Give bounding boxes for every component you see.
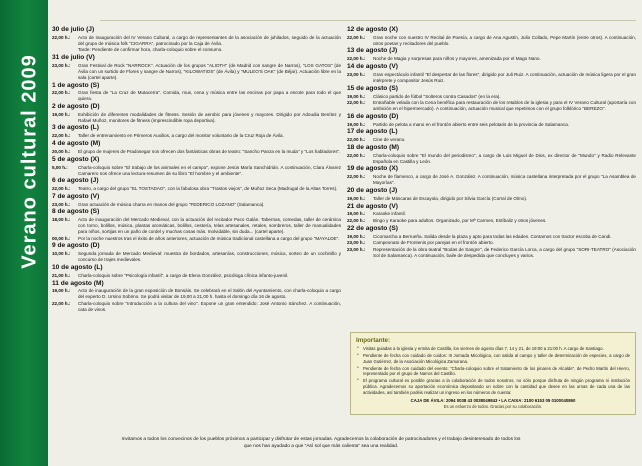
event-row <box>52 63 341 81</box>
event-time: 00,00 h.: <box>52 235 71 241</box>
event-row <box>52 251 341 263</box>
important-title: Importante: <box>356 337 391 344</box>
day-block <box>347 63 636 84</box>
day-date: 2 de agosto (D) <box>52 103 100 110</box>
event-desc: Gran espectáculo infantil "El despertar de las flores", dirigido por Juli Ruiz. A continuación, actuación de música ligera por el gran intérprete y compositor Jesús Ruiz. <box>373 72 636 83</box>
event-time: 23,00 h.: <box>347 72 366 78</box>
event-row <box>52 217 341 235</box>
event-desc: Karaoke infantil. <box>373 211 406 217</box>
event-row <box>347 196 636 202</box>
event-time: 22,00 h.: <box>52 90 71 96</box>
event-desc: Campeonato de Frontenis por parejas en el frontón abierto. <box>373 240 494 246</box>
event-time: 22,00 h.: <box>347 100 366 106</box>
event-row <box>52 165 341 177</box>
event-time: 19,00 h.: <box>347 195 366 201</box>
event-desc: Taller de entrenamiento en Primeros Auxilios, a cargo del monitor voluntario de la Cruz Roja de Ávila. <box>78 133 284 139</box>
day-date: 4 de agosto (M) <box>52 140 101 148</box>
event-row <box>347 122 636 128</box>
event-time: 21,00 h.: <box>52 272 71 278</box>
day-date: 16 de agosto (D) <box>347 112 399 120</box>
day-date: 8 de agosto (S) <box>52 208 100 216</box>
poster-content <box>48 0 642 466</box>
event-time: 22,00 h.: <box>347 137 366 143</box>
event-desc: Noche de flamenco, a cargo de José A. González. A continuación, música castellana interpretada por el grupo "La Asamblea de Mayorías". <box>373 174 636 186</box>
day-date: 14 de agosto (V) <box>347 63 398 71</box>
day-block <box>52 280 341 313</box>
event-desc: Partido de pelota a mano en el frontón abierto entre seis pelotaris de la provincia de Salamanca. <box>373 121 570 127</box>
event-time: 19,00 h.: <box>52 111 71 117</box>
day-block <box>347 203 636 224</box>
day-block <box>347 128 636 143</box>
event-row <box>52 273 341 279</box>
day-date: 11 de agosto (M) <box>52 279 104 287</box>
day-date: 6 de agosto (J) <box>52 177 99 185</box>
event-desc: Charla-coloquio sobre "El trabajo de los animales en el campo", expone Jesús María Sanchidrián. A continuación, Clara Álvarez Camarero nos ofrece una lectura-resumen de su libro "El hombre y el ambiente". <box>78 164 341 176</box>
event-row <box>347 240 636 246</box>
event-desc: Gran actuación de música charra en manos del grupo "FEDERICO LOZANO" (Salamanca). <box>78 201 265 207</box>
event-time: 23,00 h.: <box>52 63 71 69</box>
event-row <box>347 94 636 100</box>
event-desc: Gran noche con nuestro IV Recital de Poesía, a cargo de Ana Agustín, Julio Collado, Pepe Martín (entre otros). A continuación, otros poetas y recitadores del pueblo. <box>373 34 636 46</box>
day-block <box>52 156 341 177</box>
event-row <box>52 47 341 53</box>
event-desc: Cicomarcha a Berrueña. Salida desde la plaza y apto para todas las edades. Contamos con tractor escoba de Candi. <box>373 233 612 239</box>
event-time: 22,00 h.: <box>347 218 366 224</box>
day-date: 10 de agosto (L) <box>52 263 103 271</box>
day-date: 1 de agosto (S) <box>52 81 100 89</box>
event-row <box>52 112 341 124</box>
event-row <box>52 236 341 242</box>
event-time: 22,00 h.: <box>52 133 71 139</box>
event-time: 23,00 h.: <box>347 247 366 253</box>
day-block <box>52 193 341 208</box>
event-time: 19,00 h.: <box>52 288 71 294</box>
event-desc: Exhibición de diferentes modalidades de fitness. Sesión de aerobic para jóvenes y mayores. Dirigido por Adoudia Benítez y Rafael Muñoz, monitores de fitness (imprescindible ropa deportiva). <box>78 111 341 123</box>
event-row <box>52 288 341 300</box>
footer-line-1: Invitamos a todos los convecinos de los pueblos próximos a participar y disfrutar de estas jornadas. Agradecemos la colaboración de patrocinadores y el trabajo desinteresado de todos los <box>121 437 521 443</box>
day-block <box>347 187 636 202</box>
event-row <box>347 72 636 84</box>
day-block <box>52 264 341 279</box>
event-time: 22,00 h.: <box>347 174 366 180</box>
event-time: 22,00 h.: <box>347 152 366 158</box>
day-block <box>52 26 341 53</box>
day-date: 17 de agosto (L) <box>347 128 398 136</box>
event-desc: Taller de Máscaras de Escayola, dirigido por Silvia García (Corral de Olmo). <box>373 195 528 201</box>
day-block <box>347 144 636 165</box>
event-row <box>347 211 636 217</box>
important-box <box>350 332 636 415</box>
event-time: 20,00 h.: <box>52 149 71 155</box>
event-desc: Segunda jornada de Mercado Medieval: muestra de bordados, artesanías, construcciones, música, sorteo de un cochinillo y concurso de trajes medievales. <box>78 251 341 263</box>
event-time: 19,00 h.: <box>347 211 366 217</box>
event-time: 18,00 h.: <box>52 217 71 223</box>
event-desc: Teatro, a cargo del grupo "EL TOSTADAO", con la fabulosa obra "Trastos viejos", de Muñoz Seca (Madrugal de la Altas Torres). <box>78 186 338 192</box>
day-date: 22 de agosto (S) <box>347 224 398 232</box>
event-desc: Representación de la obra teatral "Bodas de Sangre", de Federico García Lorca, a cargo del grupo "SORI-TEATRO" (Asociación Sol de Salamanca). A continuación, baile de despedida que concluyes y varios. <box>373 247 636 258</box>
day-date: 12 de agosto (X) <box>347 26 398 33</box>
day-block <box>52 82 341 103</box>
event-row <box>52 35 341 47</box>
day-block <box>52 177 341 192</box>
day-block <box>347 225 636 259</box>
event-row <box>347 247 636 259</box>
event-time: 19,00 h.: <box>347 93 366 99</box>
important-item: • El programa cultural es posible gracias a la colaboración de todos nosotros, no sólo porque disfruta de ningún programa ni institución pública. Agradecemos su aportación económica depositando un sobre con la cantidad que desee en las urnas de cada una de las actividades, así también podéis realizar un ingreso en los números de cuenta: <box>363 378 630 395</box>
event-row <box>52 90 341 102</box>
event-desc: Acto de inauguración del IV Verano Cultural, a cargo de representantes de la asociación de juhilados, seguido de la actuación del grupo de música folk "CIGARRA", patrocinado por la Caja de Ávila. <box>78 34 341 46</box>
event-desc: Gran Festival de Rock "NARROCK". Actuación de los grupos "ALIOTH" (de Madrid con sangre de Narros), "LOS GATOS" (de Ávila con un surtido de Flores y sangre de Narros), "KILOWATIOS" (de Ávila) y "MULEO'S OAK" (de Béjar). Actuación libre en la sala (cartel aparte). <box>78 63 341 80</box>
event-desc: Charla-coloquio sobre "Psicología infantil", a cargo de Elena González, psicóloga clínica infanto-juvenil. <box>78 272 289 278</box>
event-time: 22,00 h.: <box>347 56 366 62</box>
day-date: 15 de agosto (S) <box>347 84 398 92</box>
important-item: • Visitas guiadas a la iglesia y ermita de Castilla, los viernes de agosto días 7, 14 y 21, de 19:00 a 21:00 h. A cargo de Santiago. <box>363 346 630 352</box>
footer-line-2: que nos han ayudado a que "Así sol que más calienta" sea una realidad. <box>243 443 399 449</box>
event-row <box>52 186 341 192</box>
event-time: 22,00 h.: <box>52 34 71 40</box>
day-date: 31 de julio (V) <box>52 54 95 62</box>
important-item: • Pendiente de fecha con cuidado de cuidos: III Jornada Micológica, con salida al campo y taller de determinación de especies, a cargo de Juan Gutiérrez, de la Asociación Micológica Zamorana. <box>363 353 630 364</box>
event-desc: Gran fiesta de "La Cruz de Mutacerra". Comida, mus, cena y música entre las encinas por papa a escote para todo el que quiera. <box>78 90 341 102</box>
event-desc: Cine de verano. <box>373 137 406 143</box>
important-item: • Pendiente de fecha con cuidado del evento: "Charla-coloquio sobre el tratamiento de los pinares de Alcalde", de Pedro Martín del Hierro, representado por el grupo de Narros del Castillo. <box>363 366 630 377</box>
event-desc: Por la noche nuestros tras el éxito de años anteriores, actuación de música tradicional castellana a cargo del grupo "MAYALDE". <box>78 235 340 241</box>
event-row <box>347 174 636 186</box>
day-block <box>347 26 636 47</box>
day-date: 3 de agosto (L) <box>52 124 99 132</box>
important-list <box>356 346 630 395</box>
footer-text <box>0 437 642 450</box>
event-time: 19,00 h.: <box>347 233 366 239</box>
day-block <box>347 85 636 112</box>
event-time: 22,00 h.: <box>347 34 366 40</box>
left-green-spine <box>0 0 48 466</box>
day-block <box>52 124 341 139</box>
event-time: 22,00 h.: <box>52 186 71 192</box>
event-time: 5,00 h.: <box>52 164 68 170</box>
event-row <box>347 218 636 224</box>
event-time: 23,00 h.: <box>347 240 366 246</box>
day-date: 13 de agosto (J) <box>347 47 398 55</box>
event-row <box>347 100 636 112</box>
day-date: 20 de agosto (J) <box>347 186 398 194</box>
event-desc: Bingo y Karaoke para adultos. Organizado, por Mª Carmen, Estíbaliz y otros jóvenes. <box>373 218 547 224</box>
event-time: 10,00 h.: <box>52 251 71 257</box>
event-row <box>347 56 636 62</box>
event-row <box>52 133 341 139</box>
event-desc: Charla-coloquio sobre "El mundo del periodismo", a cargo de Luis Miguel de Dios, ex director de "Mundo" y Radio Relevante Española en Castilla y León. <box>373 152 636 164</box>
day-date: 5 de agosto (X) <box>52 155 100 163</box>
event-time: 19,00 h.: <box>347 121 366 127</box>
event-row <box>52 149 341 155</box>
event-time: 23,00 h.: <box>52 201 71 207</box>
event-desc: Clásico partido de fútbol "Solteros contra Casados" (en la era). <box>373 93 501 99</box>
day-date: 21 de agosto (V) <box>347 202 398 210</box>
day-block <box>347 165 636 186</box>
event-desc: Noche de Magia y sorpresas para niños y mayores, amenizada por el Mago Nano. <box>373 56 541 62</box>
event-row <box>52 202 341 208</box>
event-desc: Charla-coloquio sobre "Introducción a la cultura del vino". Expone un gran entendido: José Antonio Sánchez. A continuación, cata de vinos. <box>78 301 341 312</box>
day-block <box>52 103 341 124</box>
event-row <box>347 137 636 143</box>
bank-accounts: CAJA DE ÁVILA: 2094 0038 43 0038049843 • LA CAIXA: 2100 6153 05 0100040860 <box>410 398 576 404</box>
event-desc: Entrañable velada con la Cena benéfica para restauración de los retablos de la iglesia y para el IV Verano Cultural (aportaría con ambición en el hipermercado). A continuación, actuación musical que repetimos con el grupo folklórico "BEREZO". <box>373 100 636 112</box>
day-block <box>52 140 341 155</box>
event-time <box>52 47 78 53</box>
day-block <box>347 113 636 128</box>
event-desc: Acto de inauguración de la gran exposición de Bonsáis. Se celebrará en el Salón del Ayuntamiento, con charla-coloquio a cargo del experto D. Ursino Sobrino. Se podrá visitar de 19,00 a 21,00 h. hasta el domingo día 16 de agosto. <box>78 288 341 300</box>
event-desc: Tarde: Pendiente de confirmar hora, charla-coloquio sobre el consumo. <box>78 47 223 53</box>
event-time: 22,00 h.: <box>52 301 71 307</box>
event-desc: Acto de inauguración del Mercado Medieval, con la actuación del recitador Paco Galán. Tabernas, comedas, taller de cerámica con torno, bolillos, música, plantas aromáticas, bolillos, cestería, telas artesanales, retales, sombreros, taller de manualidades para niños, sortijas en un paño de cordel y muchas cosas más. Inolvidable, sin duda... (cartel aparte). <box>78 217 341 235</box>
day-date: 30 de julio (J) <box>52 26 95 33</box>
day-block <box>52 208 341 241</box>
event-row <box>52 301 341 313</box>
day-block <box>52 54 341 81</box>
event-desc: El grupo de mujeres de Pradosegar nos ofrecen dos fantásticas obras de teatro: "Sancho Panza en la muda" y "Los habladores". <box>78 149 341 155</box>
event-row <box>347 234 636 240</box>
day-date: 9 de agosto (D) <box>52 242 100 250</box>
top-divider <box>100 20 636 21</box>
day-date: 19 de agosto (X) <box>347 165 398 173</box>
spine-title: Verano cultural 2009 <box>18 54 41 269</box>
day-date: 18 de agosto (M) <box>347 143 400 151</box>
event-row <box>347 153 636 165</box>
day-date: 7 de agosto (V) <box>52 192 100 200</box>
day-block <box>52 242 341 263</box>
program-column-left <box>52 26 341 414</box>
day-block <box>347 47 636 62</box>
bank-note: Es un esfuerzo de todos. Gracias por su colaboración. <box>443 404 543 410</box>
event-row <box>347 35 636 47</box>
